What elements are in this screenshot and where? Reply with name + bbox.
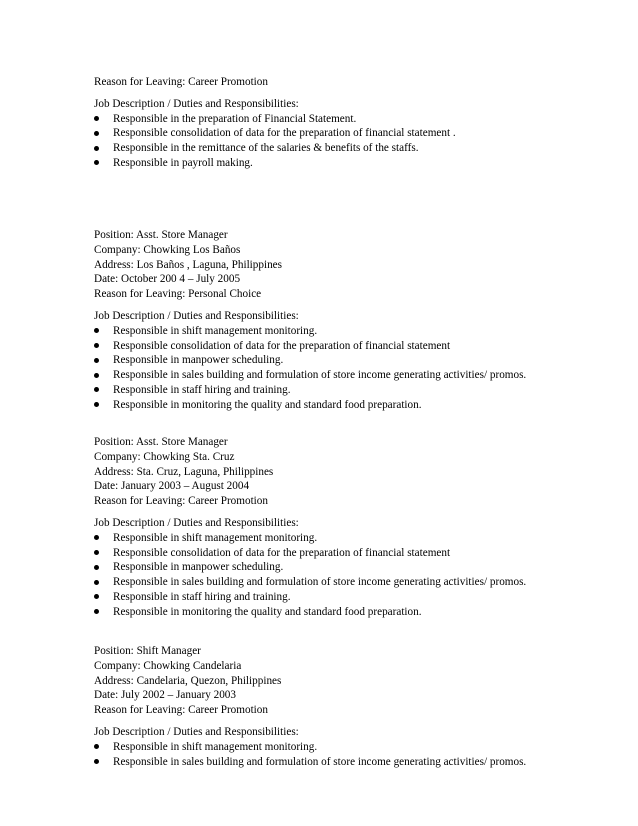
bullet-icon [94, 131, 99, 136]
date: Date: January 2003 – August 2004 [94, 480, 250, 493]
duty-item: Responsible in shift management monitoring. [94, 324, 614, 339]
duty-item: Responsible in shift management monitoring. [94, 740, 614, 755]
bullet-icon [94, 328, 99, 333]
duties-heading: Job Description / Duties and Responsibilities: [94, 516, 299, 529]
company: Company: Chowking Candelaria [94, 659, 242, 672]
duty-item: Responsible in sales building and formulation of store income generating activities/ promos. [94, 575, 614, 590]
bullet-icon [94, 402, 99, 407]
duties-list [94, 112, 614, 171]
reason-for-leaving: Reason for Leaving: Career Promotion [94, 76, 268, 88]
company: Company: Chowking Sta. Cruz [94, 450, 235, 463]
bullet-icon [94, 387, 99, 392]
reason-for-leaving: Reason for Leaving: Personal Choice [94, 288, 262, 301]
position: Position: Asst. Store Manager [94, 229, 228, 241]
duty-item: Responsible in sales building and formulation of store income generating activities/ promos. [94, 368, 614, 383]
duties-heading: Job Description / Duties and Responsibilities: [94, 725, 299, 738]
bullet-icon [94, 116, 99, 121]
duties-heading: Job Description / Duties and Responsibilities: [94, 309, 299, 322]
job-entry-sta-cruz [94, 435, 614, 620]
duty-item: Responsible consolidation of data for the preparation of financial statement . [94, 126, 614, 141]
duty-item: Responsible in payroll making. [94, 156, 614, 171]
company: Company: Chowking Los Baños [94, 243, 241, 256]
previous-job-section [94, 75, 614, 171]
bullet-icon [94, 535, 99, 540]
bullet-icon [94, 744, 99, 749]
date: Date: July 2002 – January 2003 [94, 689, 236, 702]
duty-item: Responsible in the preparation of Financial Statement. [94, 112, 614, 127]
bullet-icon [94, 580, 99, 585]
bullet-icon [94, 373, 99, 378]
duty-item: Responsible consolidation of data for the preparation of financial statement [94, 339, 614, 354]
bullet-icon [94, 759, 99, 764]
duty-item: Responsible in the remittance of the salaries & benefits of the staffs. [94, 141, 614, 156]
duties-list [94, 740, 614, 770]
duties-list [94, 324, 614, 413]
duty-item: Responsible consolidation of data for the preparation of financial statement [94, 546, 614, 561]
position: Position: Asst. Store Manager [94, 436, 228, 448]
bullet-icon [94, 565, 99, 570]
reason-for-leaving: Reason for Leaving: Career Promotion [94, 495, 268, 508]
bullet-icon [94, 343, 99, 348]
duties-heading: Job Description / Duties and Responsibilities: [94, 97, 299, 110]
bullet-icon [94, 550, 99, 555]
bullet-icon [94, 146, 99, 151]
reason-for-leaving: Reason for Leaving: Career Promotion [94, 704, 268, 717]
position: Position: Shift Manager [94, 645, 201, 657]
duty-item: Responsible in monitoring the quality and standard food preparation. [94, 605, 614, 620]
duty-item: Responsible in manpower scheduling. [94, 353, 614, 368]
duty-item: Responsible in staff hiring and training. [94, 590, 614, 605]
bullet-icon [94, 594, 99, 599]
address: Address: Sta. Cruz, Laguna, Philippines [94, 465, 274, 478]
duty-item: Responsible in sales building and formulation of store income generating activities/ promos. [94, 755, 614, 770]
duty-item: Responsible in staff hiring and training. [94, 383, 614, 398]
bullet-icon [94, 160, 99, 165]
duty-item: Responsible in manpower scheduling. [94, 560, 614, 575]
duty-item: Responsible in shift management monitoring. [94, 531, 614, 546]
job-entry-candelaria [94, 644, 614, 769]
address: Address: Los Baños , Laguna, Philippines [94, 258, 282, 271]
bullet-icon [94, 358, 99, 363]
bullet-icon [94, 609, 99, 614]
duties-list [94, 531, 614, 620]
address: Address: Candelaria, Quezon, Philippines [94, 674, 282, 687]
duty-item: Responsible in monitoring the quality and standard food preparation. [94, 398, 614, 413]
date: Date: October 200 4 – July 2005 [94, 273, 241, 286]
job-entry-los-banos [94, 228, 614, 413]
